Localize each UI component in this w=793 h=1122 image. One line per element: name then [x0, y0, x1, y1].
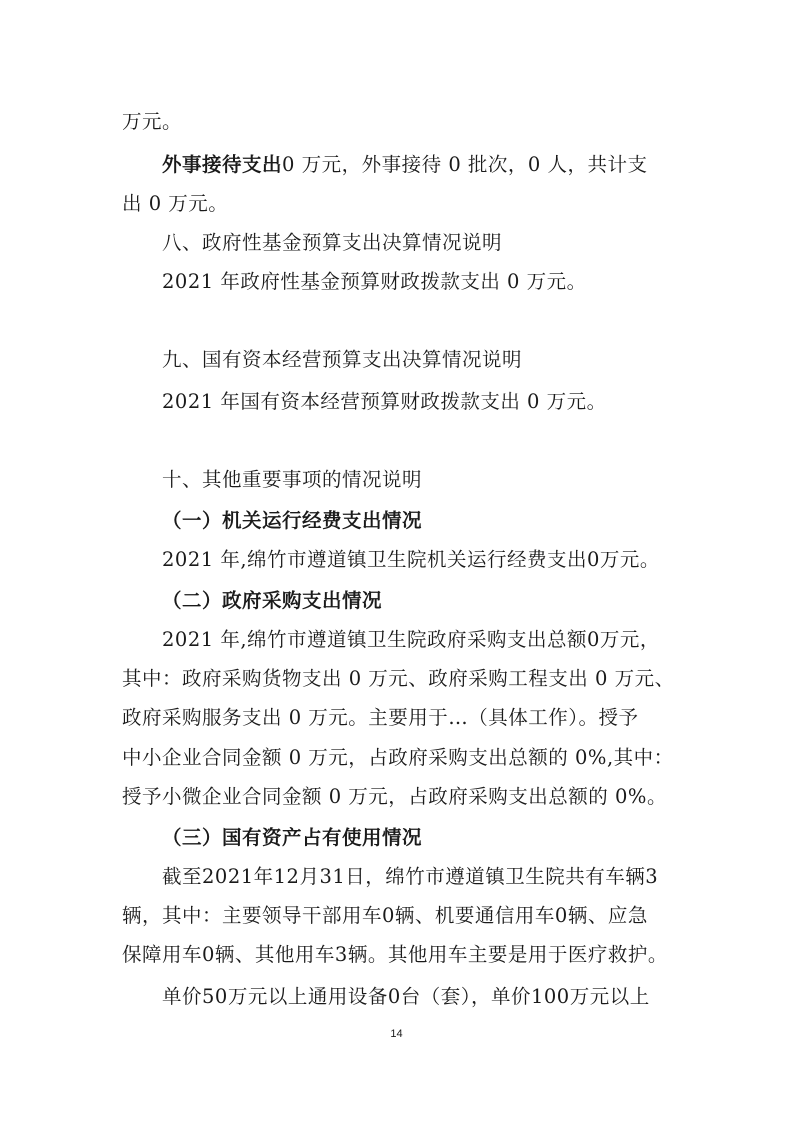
text-line: 其中：政府采购货物支出 0 万元、政府采购工程支出 0 万元、	[122, 667, 675, 690]
text-line: 截至2021年12月31日，绵竹市遵道镇卫生院共有车辆3	[162, 865, 659, 888]
section-heading: 十、其他重要事项的情况说明	[162, 468, 423, 491]
text-line: 2021 年,绵竹市遵道镇卫生院机关运行经费支出0万元。	[162, 548, 660, 571]
text-line: 保障用车0辆、其他用车3辆。其他用车主要是用于医疗救护。	[122, 943, 668, 966]
text-line: 辆，其中：主要领导干部用车0辆、机要通信用车0辆、应急	[122, 904, 648, 927]
bold-lead: 外事接待支出	[162, 153, 283, 176]
subsection-heading: （三）国有资产占有使用情况	[162, 826, 423, 849]
text-line: 政府采购服务支出 0 万元。主要用于…（具体工作）。授予	[122, 706, 639, 729]
section-heading: 九、国有资本经营预算支出决算情况说明	[162, 348, 523, 371]
section-heading: 八、政府性基金预算支出决算情况说明	[162, 231, 503, 254]
text-fragment: 0 万元，外事接待 0 批次，0 人，共计支	[282, 153, 648, 176]
text-line: 2021 年,绵竹市遵道镇卫生院政府采购支出总额0万元，	[162, 628, 660, 651]
page-number: 14	[390, 1028, 403, 1040]
text-line	[162, 151, 648, 179]
text-line: 中小企业合同金额 0 万元，占政府采购支出总额的 0%,其中：	[122, 746, 674, 769]
text-line: 2021 年国有资本经营预算财政拨款支出 0 万元。	[162, 390, 607, 413]
text-line: 2021 年政府性基金预算财政拨款支出 0 万元。	[162, 270, 587, 293]
subsection-heading: （一）机关运行经费支出情况	[162, 509, 423, 532]
text-line: 万元。	[122, 110, 183, 133]
subsection-heading: （二）政府采购支出情况	[162, 589, 383, 612]
text-line: 授予小微企业合同金额 0 万元，占政府采购支出总额的 0%。	[122, 785, 667, 808]
text-line: 单价50万元以上通用设备0台（套），单价100万元以上	[162, 985, 650, 1008]
text-line: 出 0 万元。	[122, 192, 229, 215]
